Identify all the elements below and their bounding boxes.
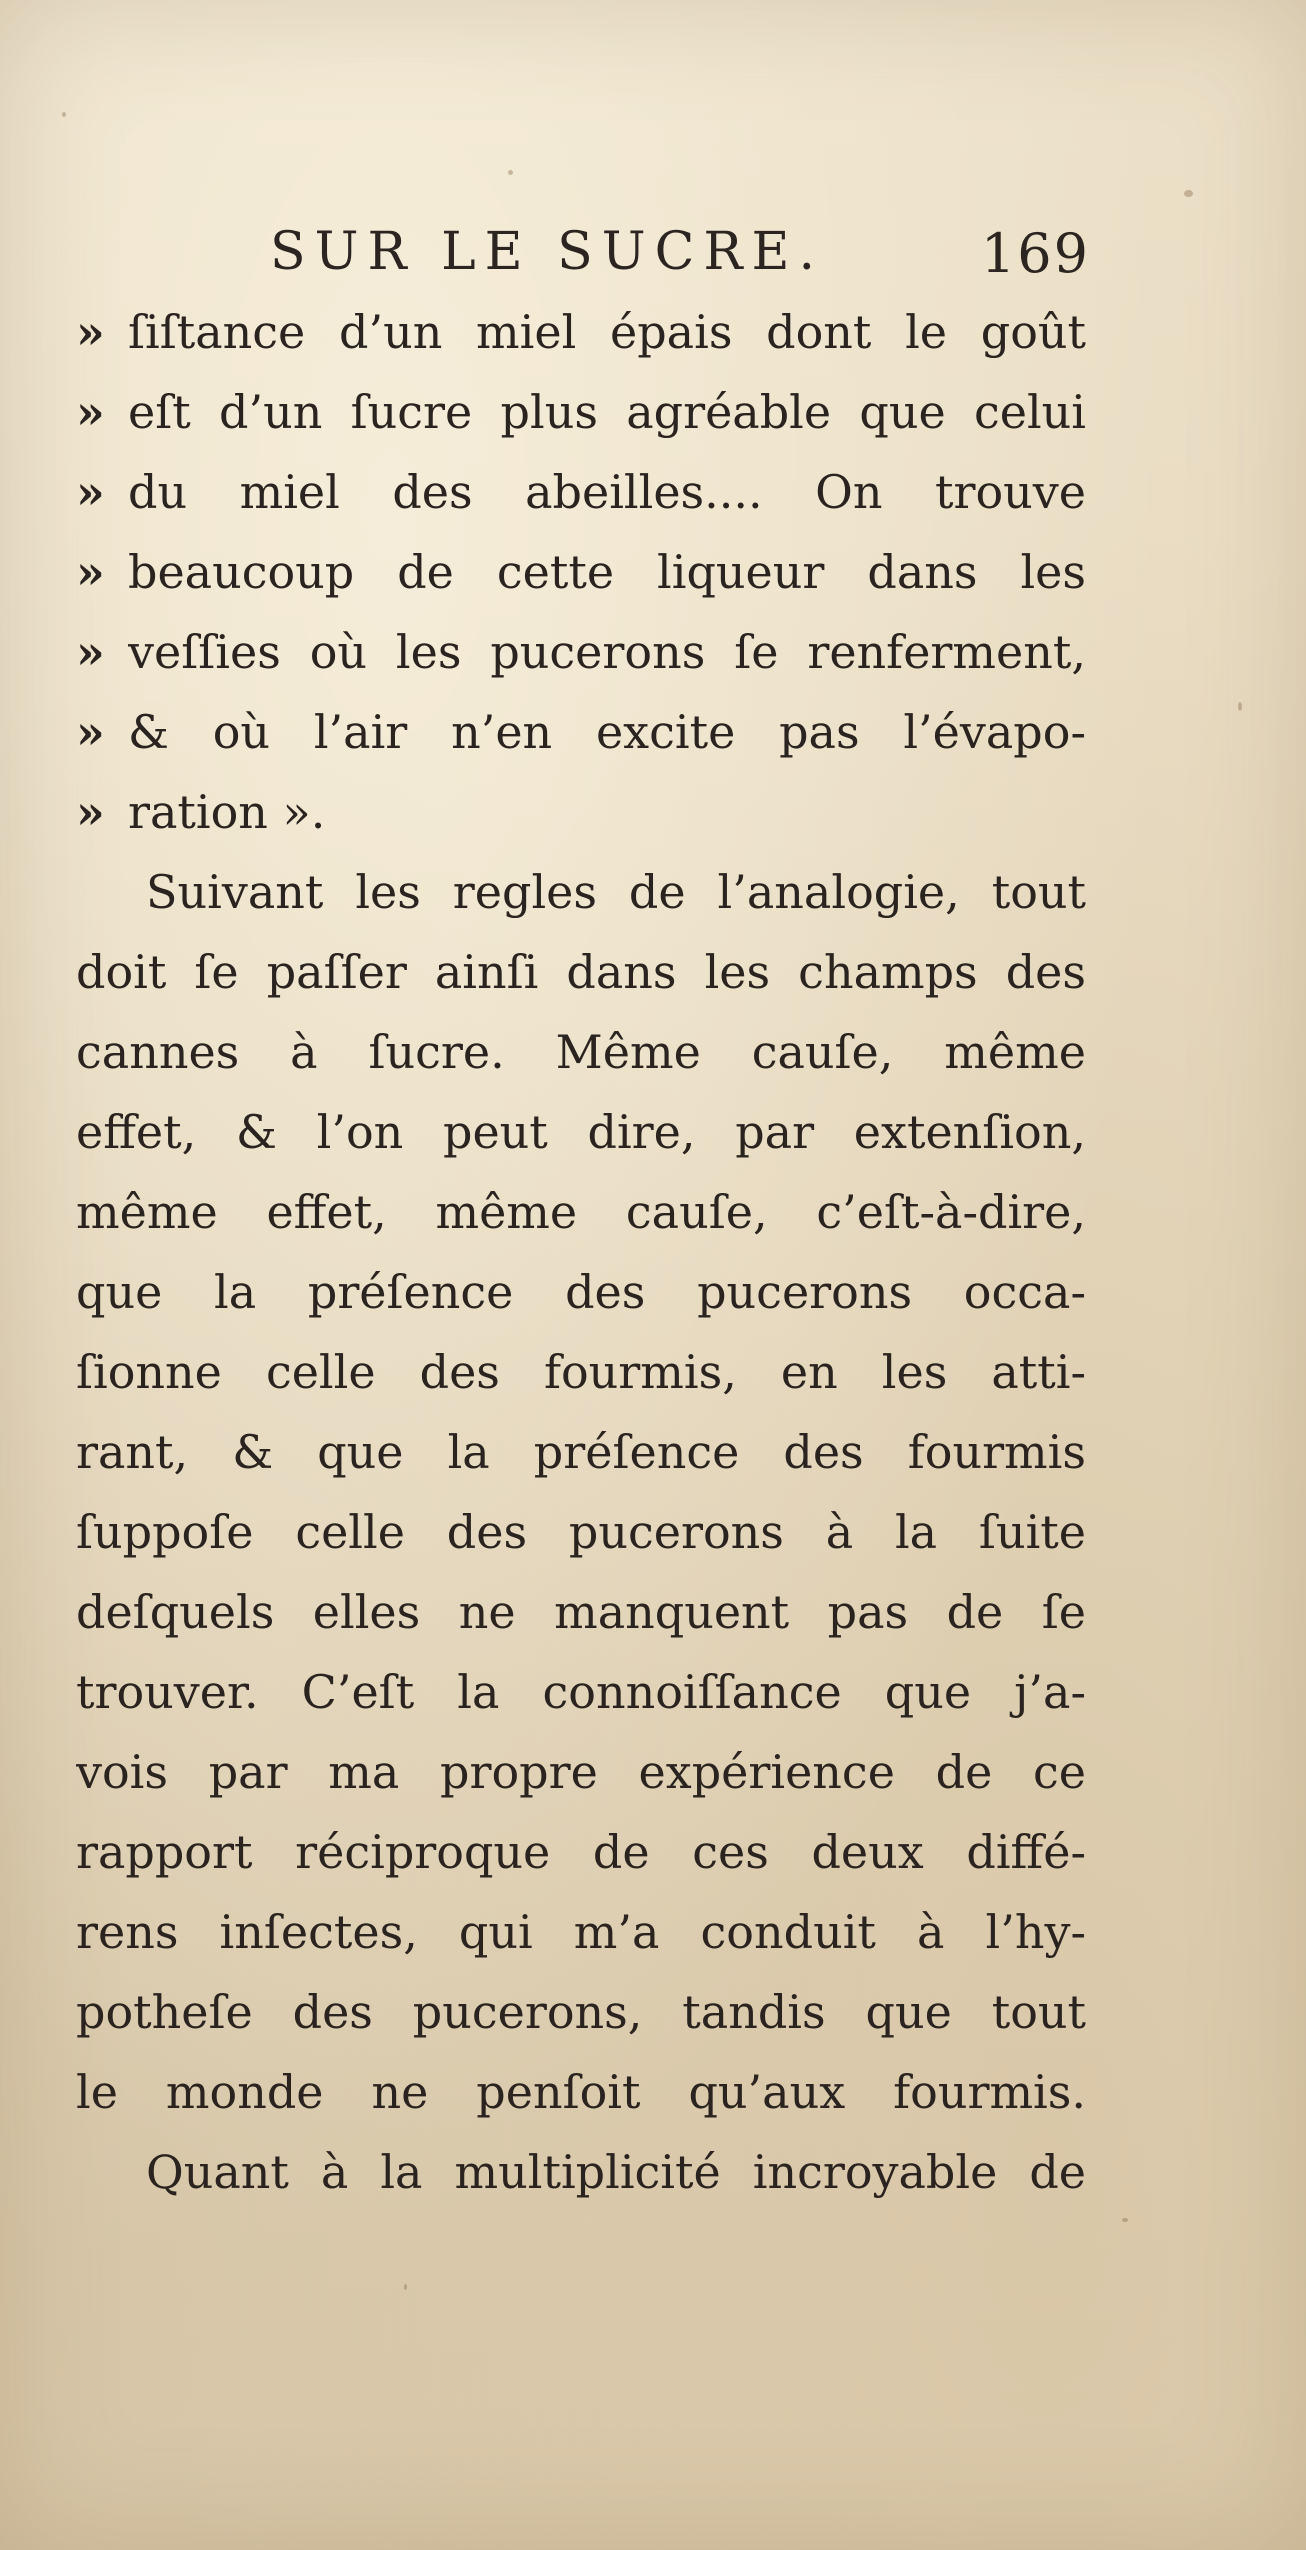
line-text: beaucoup de cette liqueur dans les [128, 545, 1086, 599]
text-line: ſionne celle des fourmis, en les atti- [76, 1345, 1086, 1399]
line-text: veſſies où les pucerons ſe renferment, [128, 625, 1086, 679]
line-text: ration ». [128, 785, 326, 839]
paper-stain [508, 170, 513, 175]
text-line: doit ſe paſſer ainſi dans les champs des [76, 945, 1086, 999]
paper-stain [62, 112, 66, 117]
line-text: du miel des abeilles.... On trouve [128, 465, 1086, 519]
text-line [76, 532, 1086, 612]
text-line [76, 692, 1086, 772]
quote-mark: » [76, 545, 103, 599]
text-line: rant, & que la préſence des fourmis [76, 1425, 1086, 1479]
text-line: trouver. C’eſt la connoiſſance que j’a- [76, 1665, 1086, 1719]
page-number: 169 [980, 222, 1090, 285]
text-line [76, 372, 1086, 452]
page-header [270, 222, 1090, 302]
paper-stain [1238, 702, 1242, 711]
text-line: vois par ma propre expérience de ce [76, 1745, 1086, 1799]
text-line [76, 452, 1086, 532]
paper-stain [404, 2284, 407, 2290]
line-text: eſt d’un ſucre plus agréable que celui [128, 385, 1086, 439]
quote-mark: » [76, 625, 103, 679]
body-text [76, 292, 1086, 2212]
quote-mark: » [76, 385, 103, 439]
text-line [76, 292, 1086, 372]
text-line: deſquels elles ne manquent pas de ſe [76, 1585, 1086, 1639]
text-line: ſuppoſe celle des pucerons à la ſuite [76, 1505, 1086, 1559]
text-line: cannes à ſucre. Même cauſe, même [76, 1025, 1086, 1079]
text-line: le monde ne penſoit qu’aux fourmis. [76, 2065, 1086, 2119]
quote-mark: » [76, 785, 103, 839]
paper-stain [1184, 190, 1193, 197]
text-line: potheſe des pucerons, tandis que tout [76, 1985, 1086, 2039]
line-text: & où l’air n’en excite pas l’évapo- [128, 705, 1086, 759]
paragraph-first-line: Suivant les regles de l’analogie, tout [146, 865, 1086, 919]
text-line: effet, & l’on peut dire, par extenſion, [76, 1105, 1086, 1159]
paper-stain [1122, 2218, 1128, 2222]
paragraph-first-line: Quant à la multiplicité incroyable de [146, 2145, 1086, 2199]
text-line: que la préſence des pucerons occa- [76, 1265, 1086, 1319]
quote-mark: » [76, 465, 103, 519]
text-line [76, 612, 1086, 692]
text-line: même effet, même cauſe, c’eſt-à-dire, [76, 1185, 1086, 1239]
quote-mark: » [76, 705, 103, 759]
line-text: ſiſtance d’un miel épais dont le goût [128, 305, 1086, 359]
text-line [76, 772, 1086, 852]
text-line: rens inſectes, qui m’a conduit à l’hy- [76, 1905, 1086, 1959]
quote-mark: » [76, 305, 103, 359]
running-title: SUR LE SUCRE. [270, 222, 825, 282]
text-line: rapport réciproque de ces deux diffé- [76, 1825, 1086, 1879]
